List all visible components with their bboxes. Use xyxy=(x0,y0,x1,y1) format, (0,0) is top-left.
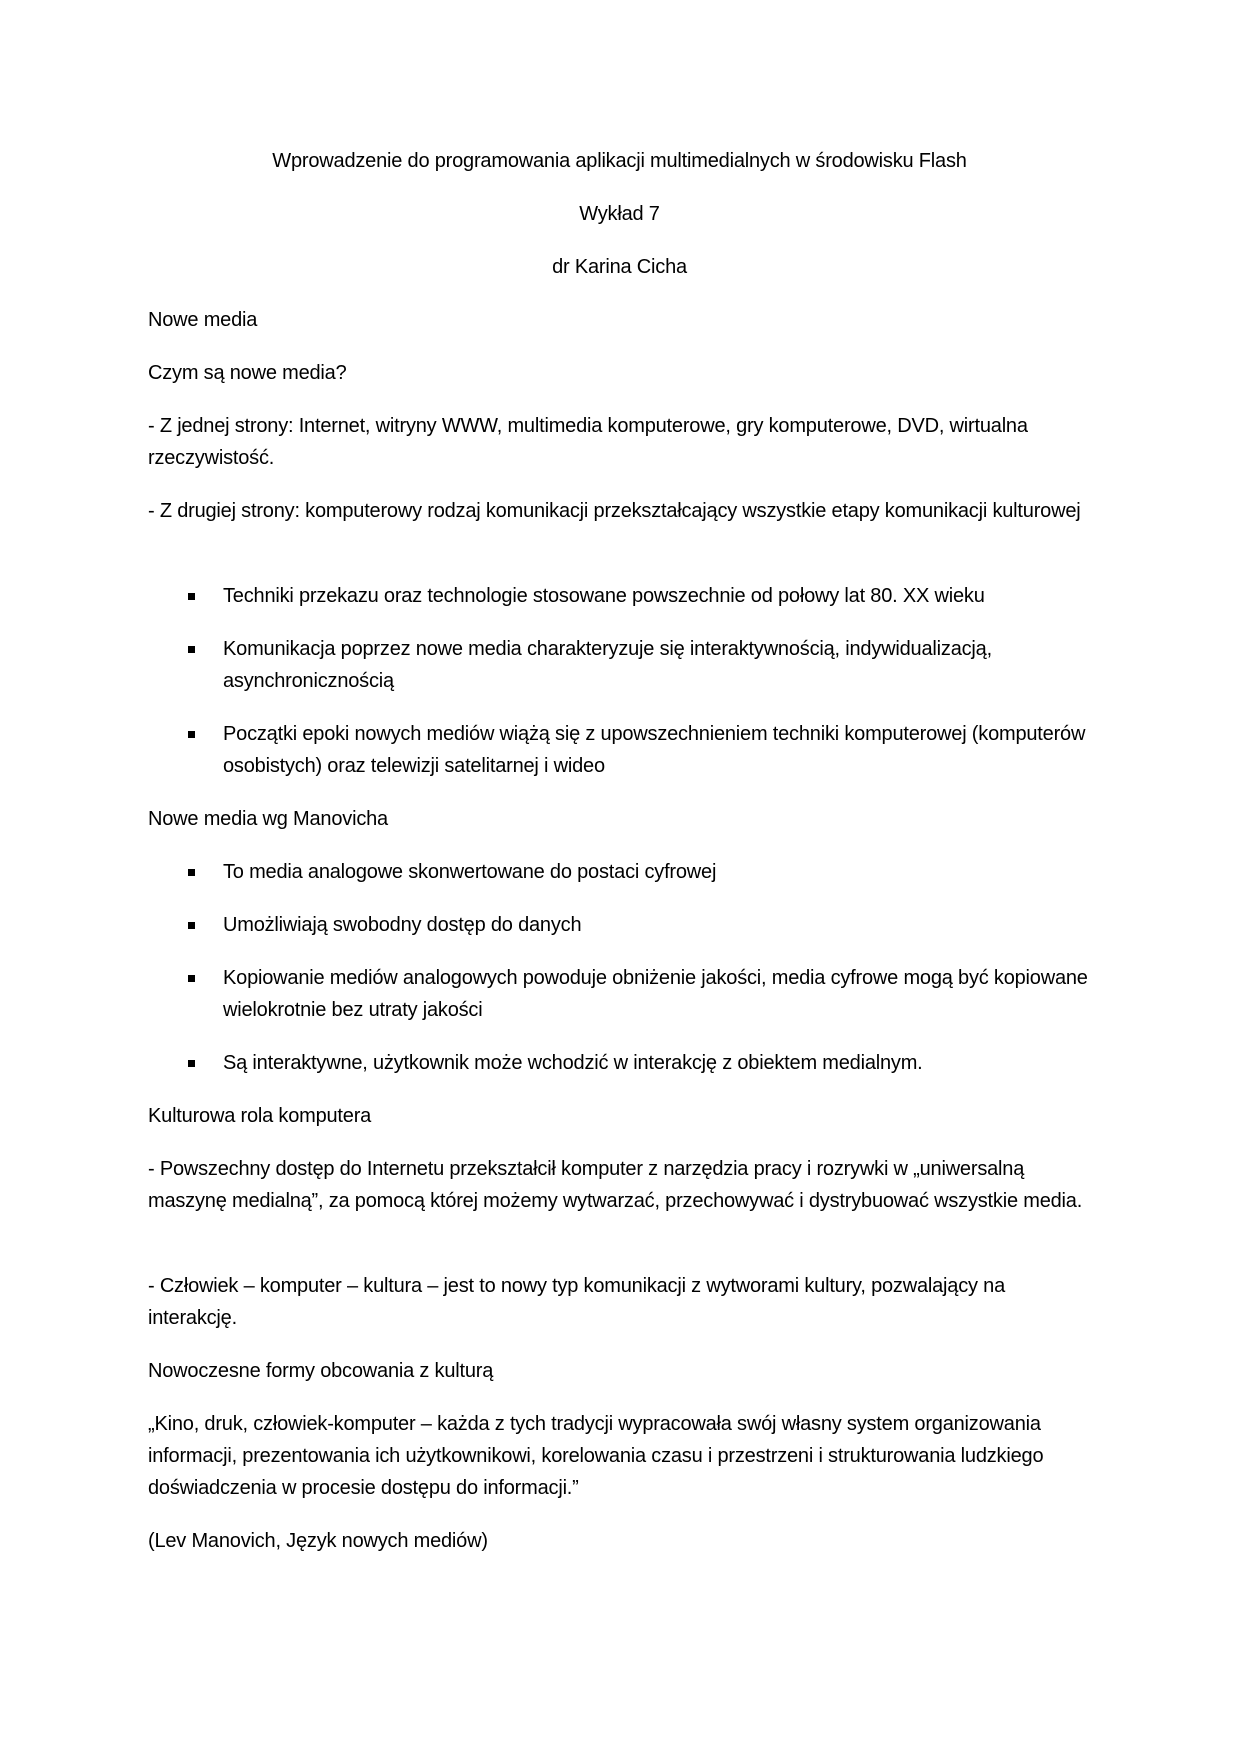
list-item-text: To media analogowe skonwertowane do postaci cyfrowej xyxy=(223,861,717,883)
section-heading-computer-role: Kulturowa rola komputera xyxy=(148,1105,372,1127)
bullet-marker-icon xyxy=(188,646,195,653)
section-heading-nowe-media: Nowe media xyxy=(148,309,258,331)
section-question: Czym są nowe media? xyxy=(148,362,347,384)
quote-citation: (Lev Manovich, Język nowych mediów) xyxy=(148,1530,488,1552)
bullet-marker-icon xyxy=(188,593,195,600)
author-name: dr Karina Cicha xyxy=(552,256,687,278)
bullet-marker-icon xyxy=(188,922,195,929)
list-item-text: Są interaktywne, użytkownik może wchodzić w interakcję z obiektem medialnym. xyxy=(223,1052,923,1074)
document-title: Wprowadzenie do programowania aplikacji multimedialnych w środowisku Flash xyxy=(272,150,967,172)
bullet-marker-icon xyxy=(188,731,195,738)
list-item-text: Początki epoki nowych mediów wiążą się z upowszechnieniem techniki komputerowej (komputerów osobistych) oraz telewizji satelitarnej i wideo xyxy=(223,723,1086,777)
quote-paragraph: „Kino, druk, człowiek-komputer – każda z tych tradycji wypracowała swój własny system organizowania informacji, prezentowania ich użytkownikowi, korelowania czasu i przestrzeni i strukturowania ludzkiego doświadczenia w procesie dostępu do informacji.” xyxy=(148,1413,1044,1499)
paragraph-internet-access: - Powszechny dostęp do Internetu przekształcił komputer z narzędzia pracy i rozrywki w „uniwersalną maszynę medialną”, za pomocą której możemy wytwarzać, przechowywać i dystrybuować wszystkie media. xyxy=(148,1158,1083,1212)
bullet-marker-icon xyxy=(188,1060,195,1067)
bullet-marker-icon xyxy=(188,869,195,876)
lecture-number: Wykład 7 xyxy=(579,203,660,225)
section-heading-modern-forms: Nowoczesne formy obcowania z kulturą xyxy=(148,1360,494,1382)
bullet-marker-icon xyxy=(188,975,195,982)
list-item-text: Techniki przekazu oraz technologie stosowane powszechnie od połowy lat 80. XX wieku xyxy=(223,585,985,607)
paragraph-second-side: - Z drugiej strony: komputerowy rodzaj komunikacji przekształcający wszystkie etapy komunikacji kulturowej xyxy=(148,500,1081,522)
paragraph-first-side: - Z jednej strony: Internet, witryny WWW, multimedia komputerowe, gry komputerowe, DVD, wirtualna rzeczywistość. xyxy=(148,415,1028,469)
list-item-text: Kopiowanie mediów analogowych powoduje obniżenie jakości, media cyfrowe mogą być kopiowane wielokrotnie bez utraty jakości xyxy=(223,967,1088,1021)
list-item-text: Umożliwiają swobodny dostęp do danych xyxy=(223,914,582,936)
section-heading-manovich: Nowe media wg Manovicha xyxy=(148,808,388,830)
list-item-text: Komunikacja poprzez nowe media charakteryzuje się interaktywnością, indywidualizacją, asynchronicznością xyxy=(223,638,992,692)
paragraph-human-computer-culture: - Człowiek – komputer – kultura – jest to nowy typ komunikacji z wytworami kultury, pozwalający na interakcję. xyxy=(148,1275,1006,1329)
